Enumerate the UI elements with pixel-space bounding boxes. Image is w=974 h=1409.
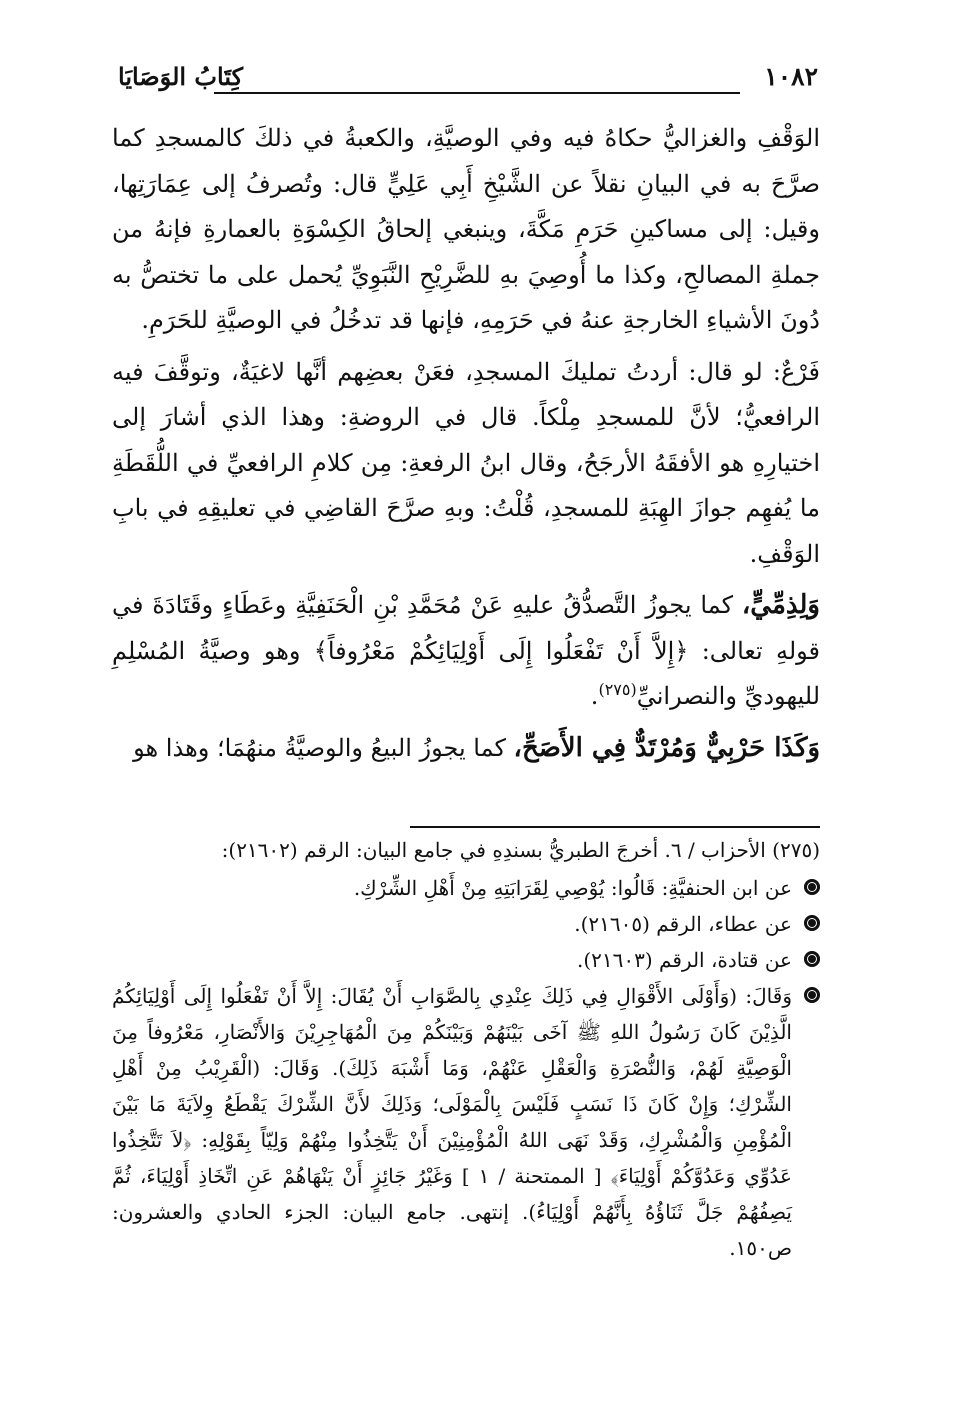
paragraph-1: الوَقْفِ والغزاليُّ حكاهُ فيه وفي الوصيَّةِ، والكعبةُ في ذلكَ كالمسجدِ كما صرَّحَ به في البيانِ نقلاً عن الشَّيْخِ أَبِي عَلِيٍّ قال: وتُصرفُ إلى عِمَارَتِها، وقيل: إلى مساكينِ حَرَمِ مَكَّةَ، وينبغي إلحاقُ الكِسْوَةِ بالعمارةِ فإنهُ من جملةِ المصالحِ، وكذا ما أُوصِيَ بهِ للضَّرِيْحِ النَّبَوِيِّ يُحمل على ما تختصُّ به دُونَ الأشياءِ الخارجةِ عنهُ في حَرَمِهِ، فإنها قد تدخُلُ في الوصيَّةِ للحَرَمِ. [112,124,820,334]
paragraph-4 [112,726,820,772]
running-header [118,62,818,98]
book-title: كِتَابُ الوَصَايَا [118,62,243,91]
bullet-icon [804,987,820,1003]
footnote-item [112,906,820,942]
paragraph-2: فَرْعٌ: لو قال: أردتُ تمليكَ المسجدِ، فعَنْ بعضِهم أنَّها لاغيَةٌ، وتوقَّفَ فيه الرافعيُّ؛ لأنَّ للمسجدِ مِلْكاً. قال في الروضةِ: وهذا الذي أشارَ إلى اختيارِهِ هو الأفقَهُ الأرجَحُ، وقال ابنُ الرفعةِ: مِن كلامِ الرافعيِّ في اللُّقَطَةِ ما يُفهِم جوازَ الهِبَةِ للمسجدِ، قُلْتُ: وبهِ صرَّحَ القاضِي في تعليقِهِ في بابِ الوَقْفِ. [112,357,820,568]
main-text [112,116,820,771]
footnotes [112,832,820,1266]
paragraph-3 [112,583,820,720]
footnote-item [112,978,820,1266]
footnote-item-text: عن عطاء، الرقم (٢١٦٠٥). [574,912,792,936]
bullet-icon [804,951,820,967]
bullet-icon [804,879,820,895]
paragraph-4-lead: وَكَذَا حَرْبِيٌّ وَمُرْتَدٌّ فِي الأَصَحِّ، [513,732,820,763]
footnote-reference: (٢٧٥) [598,680,637,699]
footnote-item-text: وَقَالَ: (وَأَوْلَى الأَقْوَالِ فِي ذَلِكَ عِنْدِي بِالصَّوَابِ أَنْ يُقَالَ: إِلاَّ أَنْ تَفْعَلُوا إِلَى أَوْلِيَائِكُمُ الَّذِيْنَ كَانَ رَسُولُ اللهِ ﷺ آخَى بَيْنَهُمْ وَبَيْنَكُمْ مِنَ الْمُهَاجِرِيْنَ وَالأَنْصَارِ، مَعْرُوفاً مِنَ الْوَصِيَّةِ لَهُمْ، وَالنُّصْرَةِ وَالْعَقْلِ عَنْهُمْ، وَمَا أَشْبَهَ ذَلِكَ). وَقَالَ: (الْقَرِيْبُ مِنْ أَهْلِ الشِّرْكِ؛ وَإِنْ كَانَ ذَا نَسَبٍ فَلَيْسَ بِالْمَوْلَى؛ وَذَلِكَ لأَنَّ الشِّرْكَ يَقْطَعُ وِلاَيَةَ مَا بَيْنَ الْمُؤْمِنِ وَالْمُشْرِكِ، وَقَدْ نَهَى اللهُ الْمُؤْمِنِيْنَ أَنْ يَتَّخِذُوا مِنْهُمْ وَلِيّاً بِقَوْلِهِ: ﴿لاَ تَتَّخِذُوا عَدُوِّي وَعَدُوَّكُمْ أَوْلِيَاءَ﴾ [ الممتحنة / ١ ] وَغَيْرُ جَائِزٍ أَنْ يَنْهَاهُمْ عَنِ اتِّخَاذِ أَوْلِيَاءَ، ثُمَّ يَصِفُهُمْ جَلَّ ثَنَاؤُهُ بِأَنَّهُمْ أَوْلِيَاءُ). إنتهى. جامع البيان: الجزء الحادي والعشرون: ص١٥٠. [112,984,792,1260]
footnote-separator [410,826,820,828]
footnote-item-text: عن ابن الحنفيَّةِ: قَالُوا: يُوْصِي لِقَرَابَتِهِ مِنْ أَهْلِ الشِّرْكِ. [353,876,792,900]
header-rule [214,92,740,94]
bullet-icon [804,915,820,931]
paragraph-4-text: كما يجوزُ البيعُ والوصيَّةُ منهُمَا؛ وهذا هو [133,733,514,762]
paragraph-3-text: كما يجوزُ التَّصدُّقُ عليهِ عَنْ مُحَمَّدِ بْنِ الْحَنَفِيَّةِ وعَطَاءٍ وقَتَادَةَ في قولهِ تعالى: ﴿إِلاَّ أَنْ تَفْعَلُوا إِلَى أَوْلِيَائِكُمْ مَعْرُوفاً﴾ وهو وصيَّةُ المُسْلِمِ لليهوديِّ والنصرانيِّ [112,591,821,710]
footnote-item [112,870,820,906]
footnote-275-head: (٢٧٥) الأحزاب / ٦. أخرجَ الطبريُّ بسندِهِ في جامع البيان: الرقم (٢١٦٠٢): [221,838,820,862]
footnote-item-text: عن قتادة، الرقم (٢١٦٠٣). [576,948,792,972]
footnote-item [112,942,820,978]
paragraph-3-end: . [590,682,599,710]
paragraph-3-lead: وَلِذِمِّيٍّ، [741,590,820,620]
page-number: ١٠٨٢ [764,62,818,91]
